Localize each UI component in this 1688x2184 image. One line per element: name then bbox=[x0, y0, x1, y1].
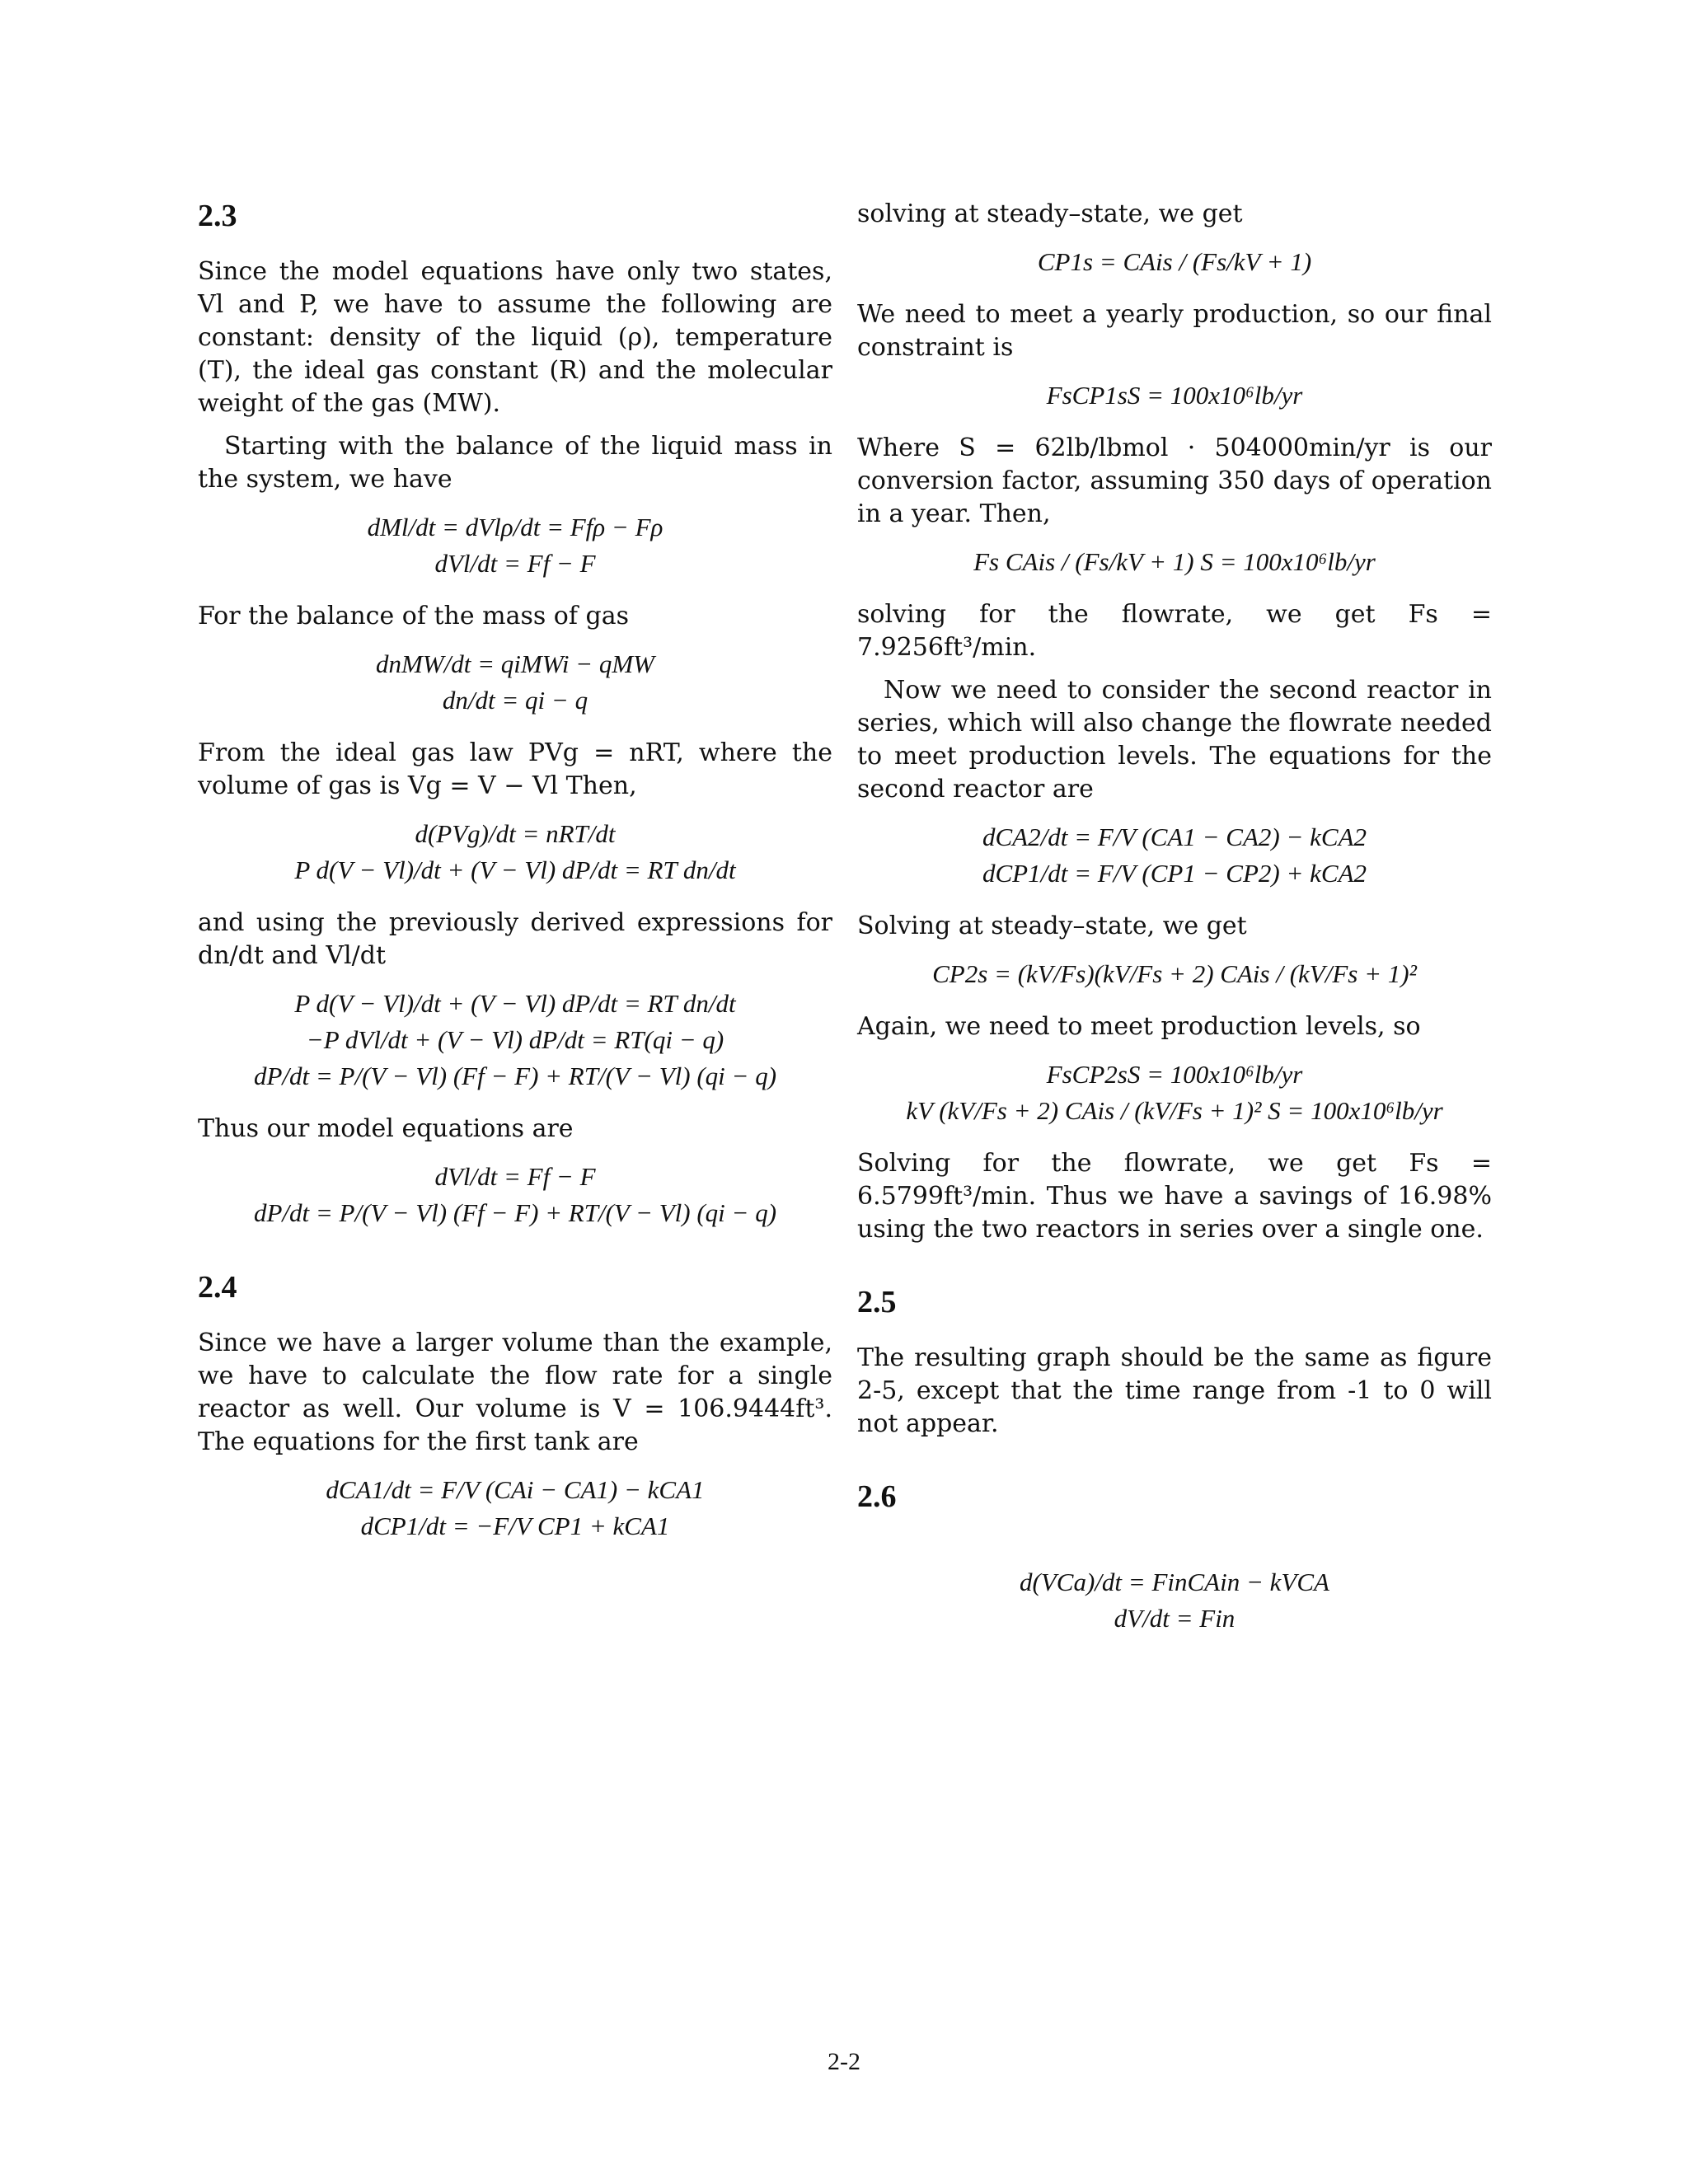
page-number: 2-2 bbox=[828, 2048, 860, 2075]
equation: d(PVg)/dt = nRT/dt bbox=[415, 819, 616, 848]
paragraph: solving at steady–state, we get bbox=[857, 199, 1243, 228]
paragraph: Where S = 62lb/lbmol · 504000min/yr is our conversion factor, assuming 350 days of operation in a year. Then, bbox=[857, 434, 1492, 528]
equation: dVl/dt = Ff − F bbox=[434, 549, 596, 578]
equation: dnMW/dt = qiMWi − qMW bbox=[375, 649, 655, 678]
equation: dCP1/dt = F/V (CP1 − CP2) + kCA2 bbox=[982, 859, 1367, 888]
equation: dCA1/dt = F/V (CAi − CA1) − kCA1 bbox=[326, 1475, 705, 1504]
section-heading: 2.3 bbox=[198, 199, 237, 233]
equation-block bbox=[198, 1472, 832, 1544]
section-2-5 bbox=[857, 1284, 1492, 1441]
paragraph: Since we have a larger volume than the example, we have to calculate the flow rate for a single reactor as well. Our volume is V = 106.9444ft³. The equations for the first tank are bbox=[198, 1329, 832, 1456]
right-column bbox=[857, 198, 1492, 1655]
equation-block bbox=[198, 816, 832, 888]
paragraph: Now we need to consider the second reactor in series, which will also change the flowrate needed to meet production levels. The equations for the second reactor are bbox=[857, 676, 1492, 804]
equation: dMl/dt = dVlρ/dt = Ffρ − Fρ bbox=[367, 513, 663, 541]
section-2-3 bbox=[198, 198, 832, 1231]
equation: Fs CAis / (Fs/kV + 1) S = 100x10⁶lb/yr bbox=[973, 547, 1376, 576]
left-column bbox=[198, 198, 832, 1563]
paragraph: For the balance of the mass of gas bbox=[198, 602, 629, 630]
equation: dVl/dt = Ff − F bbox=[434, 1162, 596, 1191]
equation-block bbox=[857, 1057, 1492, 1129]
equation: d(VCa)/dt = FinCAin − kVCA bbox=[1020, 1568, 1329, 1596]
equation-block bbox=[198, 986, 832, 1094]
equation: −P dVl/dt + (V − Vl) dP/dt = RT(qi − q) bbox=[306, 1025, 724, 1054]
equation-block bbox=[857, 819, 1492, 892]
equation-block bbox=[857, 244, 1492, 280]
section-2-6 bbox=[857, 1479, 1492, 1637]
equation-block bbox=[857, 377, 1492, 414]
equation: CP1s = CAis / (Fs/kV + 1) bbox=[1037, 247, 1312, 276]
equation: FsCP2sS = 100x10⁶lb/yr bbox=[1046, 1060, 1303, 1089]
equation: dP/dt = P/(V − Vl) (Ff − F) + RT/(V − Vl) (qi − q) bbox=[253, 1062, 777, 1090]
equation: dCA2/dt = F/V (CA1 − CA2) − kCA2 bbox=[982, 823, 1367, 851]
equation: P d(V − Vl)/dt + (V − Vl) dP/dt = RT dn/dt bbox=[294, 855, 736, 884]
paragraph: Again, we need to meet production levels, so bbox=[857, 1012, 1421, 1041]
paragraph: We need to meet a yearly production, so our final constraint is bbox=[857, 300, 1492, 362]
equation-block bbox=[198, 646, 832, 719]
paragraph: and using the previously derived expressions for dn/dt and Vl/dt bbox=[198, 908, 832, 970]
equation-block bbox=[857, 1564, 1492, 1637]
paragraph: solving for the flowrate, we get Fs = 7.9256ft³/min. bbox=[857, 600, 1492, 662]
paragraph: Thus our model equations are bbox=[198, 1114, 574, 1143]
section-heading: 2.4 bbox=[198, 1270, 237, 1305]
equation: P d(V − Vl)/dt + (V − Vl) dP/dt = RT dn/dt bbox=[294, 989, 736, 1018]
section-heading: 2.6 bbox=[857, 1479, 897, 1514]
paragraph: Since the model equations have only two states, Vl and P, we have to assume the following are constant: density of the liquid (ρ), temperature (T), the ideal gas constant (R) and the molecular weight of the gas (MW). bbox=[198, 257, 832, 418]
paragraph: The resulting graph should be the same as figure 2-5, except that the time range from -1 to 0 will not appear. bbox=[857, 1343, 1492, 1438]
equation-block bbox=[198, 1159, 832, 1231]
paragraph: Solving for the flowrate, we get Fs = 6.5799ft³/min. Thus we have a savings of 16.98% using the two reactors in series over a single one. bbox=[857, 1149, 1492, 1244]
section-2-4 bbox=[198, 1269, 832, 1544]
paragraph: Solving at steady–state, we get bbox=[857, 912, 1247, 940]
equation: kV (kV/Fs + 2) CAis / (kV/Fs + 1)² S = 100x10⁶lb/yr bbox=[906, 1096, 1443, 1125]
section-heading: 2.5 bbox=[857, 1285, 897, 1319]
paragraph: From the ideal gas law PVg = nRT, where the volume of gas is Vg = V − Vl Then, bbox=[198, 738, 832, 800]
equation-block bbox=[857, 956, 1492, 992]
equation: dn/dt = qi − q bbox=[442, 686, 588, 715]
equation: dCP1/dt = −F/V CP1 + kCA1 bbox=[360, 1511, 670, 1540]
equation: dP/dt = P/(V − Vl) (Ff − F) + RT/(V − Vl) (qi − q) bbox=[253, 1198, 777, 1227]
equation: FsCP1sS = 100x10⁶lb/yr bbox=[1046, 381, 1303, 410]
equation-block bbox=[857, 544, 1492, 580]
equation: dV/dt = Fin bbox=[1114, 1604, 1236, 1633]
paragraph: Starting with the balance of the liquid mass in the system, we have bbox=[198, 432, 832, 494]
equation: CP2s = (kV/Fs)(kV/Fs + 2) CAis / (kV/Fs + 1)² bbox=[932, 959, 1417, 988]
equation-block bbox=[198, 509, 832, 582]
